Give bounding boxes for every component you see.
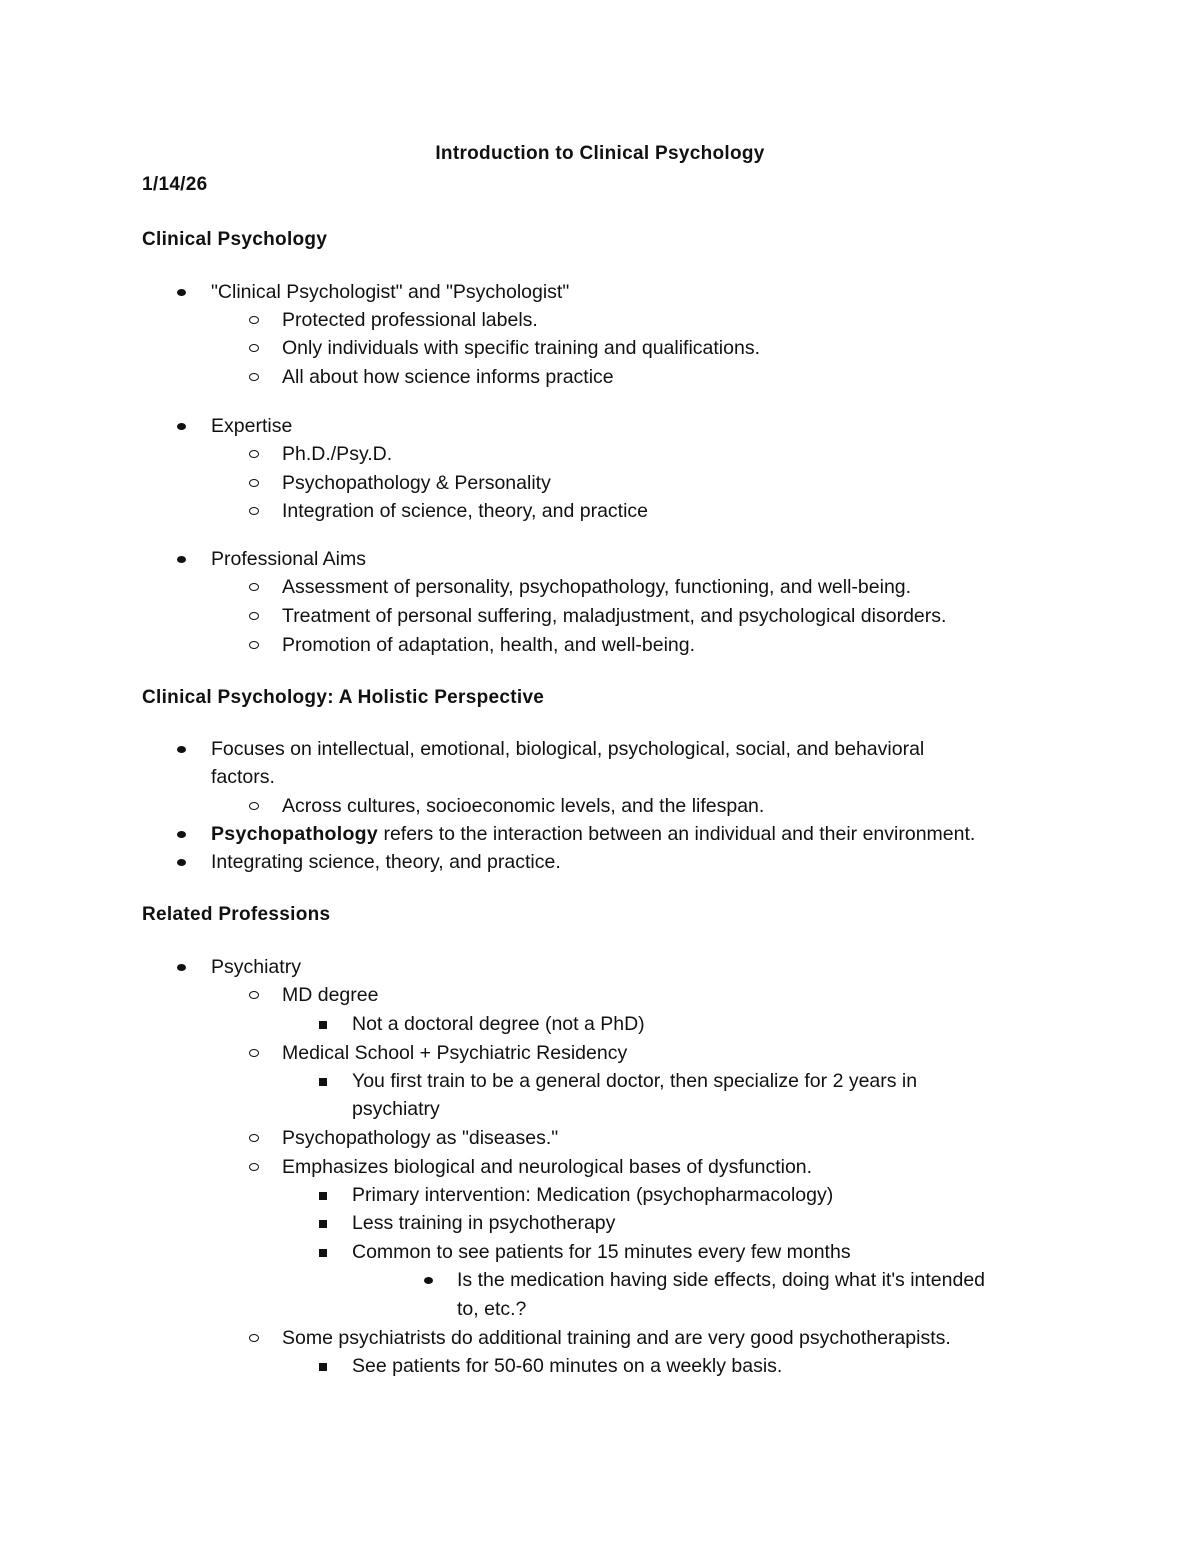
bullet-disc-icon [177,556,186,563]
bullet-circle-icon [249,583,259,591]
list-item-text: Professional Aims [211,548,366,570]
document-title: Introduction to Clinical Psychology [435,143,765,164]
bullet-disc-icon [177,831,186,838]
bullet-square-icon [319,1363,327,1371]
list-item [282,1324,951,1353]
list-item-text: Focuses on intellectual, emotional, biological, psychological, social, and behavioral [211,738,925,760]
bullet-square-icon [319,1078,327,1086]
list-item-text: Psychiatry [211,956,301,978]
bullet-circle-icon [249,991,259,999]
list-item-text: Promotion of adaptation, health, and well-being. [282,634,696,656]
list-item [282,363,614,392]
list-item-text: Less training in psychotherapy [352,1212,616,1234]
bullet-circle-icon [249,1334,259,1342]
list-item-text: Emphasizes biological and neurological bases of dysfunction. [282,1156,813,1178]
bullet-circle-icon [249,1049,259,1057]
list-item [282,334,760,363]
list-item-text: psychiatry [352,1098,440,1120]
list-item-text: Not a doctoral degree (not a PhD) [352,1013,645,1035]
list-item [282,573,911,602]
bold-term: Psychopathology [211,823,379,845]
list-item-text: factors. [211,766,275,788]
bullet-square-icon [319,1249,327,1257]
bullet-circle-icon [249,1163,259,1171]
list-item [282,440,392,469]
list-item [352,1238,851,1267]
list-item [352,1209,615,1238]
list-item-text: Treatment of personal suffering, maladjustment, and psychological disorders. [282,605,947,627]
bullet-circle-icon [249,802,259,810]
list-item-text [211,823,975,845]
bullet-square-icon [319,1021,327,1029]
list-item [211,953,301,982]
section-heading-clinical-psychology: Clinical Psychology [142,229,328,250]
list-item-text: Common to see patients for 15 minutes every few months [352,1241,851,1263]
list-item [352,1352,782,1381]
list-item-text: Integration of science, theory, and practice [282,500,649,522]
bullet-circle-icon [249,507,259,515]
list-item-text: Across cultures, socioeconomic levels, and the lifespan. [282,795,765,817]
list-item-continuation [352,1095,440,1124]
bullet-disc-icon [177,964,186,971]
list-item-text: Primary intervention: Medication (psychopharmacology) [352,1184,834,1206]
bullet-circle-icon [249,641,259,649]
list-item [282,1124,558,1153]
bullet-square-icon [319,1220,327,1228]
bullet-disc-icon [177,859,186,866]
bullet-circle-icon [249,373,259,381]
list-item [282,1153,812,1182]
bullet-circle-icon [249,612,259,620]
list-item-text: Ph.D./Psy.D. [282,443,393,465]
list-item [352,1181,833,1210]
list-item [457,1266,985,1295]
list-item [282,602,946,631]
section-heading-holistic-perspective: Clinical Psychology: A Holistic Perspective [142,687,545,708]
list-item-text: Protected professional labels. [282,309,538,331]
list-item [282,981,378,1010]
list-item-text: MD degree [282,984,379,1006]
list-item-text: Only individuals with specific training and qualifications. [282,337,760,359]
list-item-text: Is the medication having side effects, doing what it's intended [457,1269,986,1291]
list-item-text: Some psychiatrists do additional training and are very good psychotherapists. [282,1327,951,1349]
list-item [282,306,538,335]
bullet-square-icon [319,1192,327,1200]
list-item [352,1067,917,1096]
list-item-text: You first train to be a general doctor, then specialize for 2 years in [352,1070,918,1092]
list-item [282,469,551,498]
document-date: 1/14/26 [142,174,208,195]
list-item-text: Assessment of personality, psychopathology, functioning, and well-being. [282,576,912,598]
section-heading-related-professions: Related Professions [142,904,331,925]
list-item [211,735,924,764]
list-item [282,497,648,526]
list-item [282,792,764,821]
list-item [352,1010,645,1039]
list-item [211,412,292,441]
list-item-text: "Clinical Psychologist" and "Psychologist" [211,281,570,303]
list-item-text: to, etc.? [457,1298,527,1320]
bullet-circle-icon [249,1134,259,1142]
bullet-circle-icon [249,479,259,487]
list-item [211,545,366,574]
bullet-disc-icon [177,746,186,753]
bullet-disc-icon [424,1277,433,1284]
list-item-text: Psychopathology as "diseases." [282,1127,559,1149]
list-item [282,631,695,660]
bullet-circle-icon [249,450,259,458]
list-item-text: Integrating science, theory, and practice. [211,851,561,873]
list-item [211,820,975,849]
bullet-circle-icon [249,344,259,352]
bullet-disc-icon [177,289,186,296]
list-item [211,848,561,877]
bullet-circle-icon [249,316,259,324]
bullet-disc-icon [177,423,186,430]
list-item-text: All about how science informs practice [282,366,614,388]
list-item-text: Expertise [211,415,293,437]
list-item-text: Medical School + Psychiatric Residency [282,1042,628,1064]
list-item-text: Psychopathology & Personality [282,472,551,494]
list-item-continuation [457,1295,526,1324]
list-item-text-rest: refers to the interaction between an individual and their environment. [378,823,976,845]
list-item [211,278,569,307]
list-item-continuation [211,763,275,792]
list-item-text: See patients for 50-60 minutes on a weekly basis. [352,1355,783,1377]
list-item [282,1039,627,1068]
